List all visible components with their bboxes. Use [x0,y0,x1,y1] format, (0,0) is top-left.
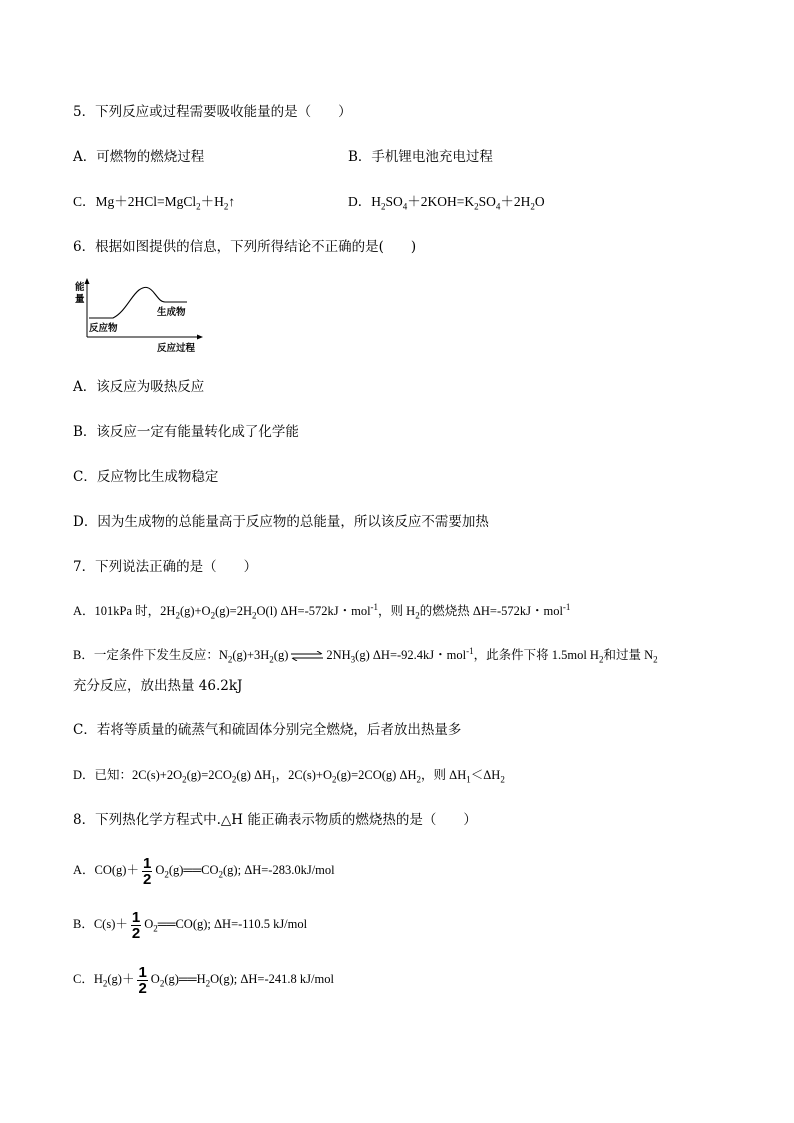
reactant-label: 反应物 [89,323,118,334]
q7-option-a: A．101kPa 时，$2H_2(g)+O_2(g)=2H_2O(l)$ ΔH=-572kJ・mol$^{-1}$，则 $H_2$的燃烧热 ΔH=-572kJ・mol$^{-1}$ [73,601,571,621]
q8-option-a: A．CO(g)＋ $\frac{1}{2}$ $O_2(g)══CO_2(g)$; ΔH=-283.0kJ/mol [73,854,335,888]
y-label-2: 量 [75,294,85,305]
q8-option-c: C．$H_2(g)+$ $\frac{1}{2}$ $O_2(g)══H_2O(g)$; ΔH=-241.8 kJ/mol [73,963,334,997]
energy-diagram [73,278,213,356]
q7-option-d: D．已知：$2C(s)+2O_2(g)=2CO_2(g)$ $\Delta H_1$，$2C(s)+O_2(g)=2CO(g)$ $\Delta H_2$，则 $\Delta H_1<\Delta H_2$ [73,768,505,785]
q7-option-c: C．若将等质量的硫蒸气和硫固体分别完全燃烧，后者放出热量多 [73,722,462,738]
q5-option-d: D．$H_2SO_4+2KOH=K_2SO_4+2H_2O$ [348,194,545,212]
x-axis-label: 反应过程 [157,343,196,354]
q6-option-d: D．因为生成物的总能量高于反应物的总能量，所以该反应不需要加热 [73,514,489,530]
q6-stem: 6．根据如图提供的信息，下列所得结论不正确的是( ) [73,239,417,255]
q6-option-c: C．反应物比生成物稳定 [73,469,219,485]
q7-stem: 7．下列说法正确的是（ ） [73,559,258,575]
q6-option-a: A．该反应为吸热反应 [73,379,205,395]
q6-option-b: B．该反应一定有能量转化成了化学能 [73,424,299,440]
reversible-arrow-icon [290,651,324,661]
q5-option-c: C．$Mg+2HCl=MgCl_2+H_2↑$ [73,194,236,212]
fraction-half: $\frac{1}{2}$ [131,908,141,942]
q5-option-a: A．可燃物的燃烧过程 [73,149,205,165]
q8-stem: 8．下列热化学方程式中.△H 能正确表示物质的燃烧热的是（ ） [73,812,477,828]
fraction-half: $\frac{1}{2}$ [142,854,152,888]
product-label: 生成物 [157,307,186,318]
y-label-1: 能 [75,282,85,293]
fraction-half: $\frac{1}{2}$ [138,963,147,997]
q7-option-b-line2: 充分反应，放出热量 46.2kJ [73,678,243,694]
q5-stem: 5．下列反应或过程需要吸收能量的是（ ） [73,104,352,120]
q8-option-b: B．C(s)＋ $\frac{1}{2}$ $O_2══CO(g)$; ΔH=-110.5 kJ/mol [73,908,308,942]
q5-option-b: B．手机锂电池充电过程 [348,149,493,165]
q7-option-b: B．一定条件下发生反应：$N_2(g)+3H_2(g)$ $2NH_3(g)$ ΔH=-92.4kJ・mol$^{-1}$，此条件下将 1.5mol $H_2$和过量 $N_2$ [73,645,658,665]
